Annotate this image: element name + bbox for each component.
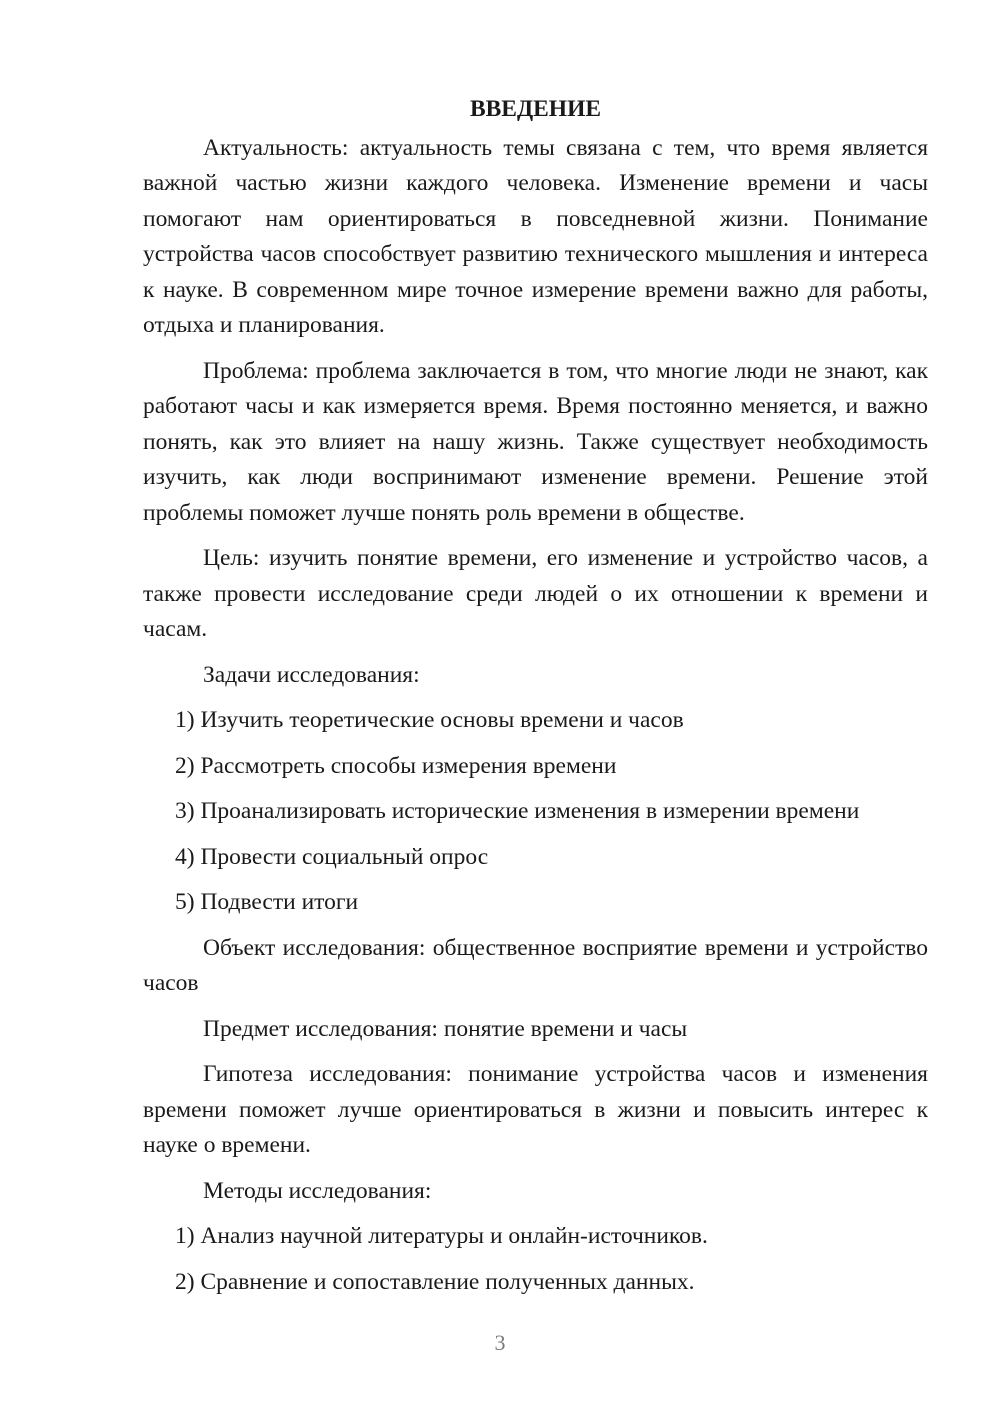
problem-paragraph: Проблема: проблема заключается в том, что многие люди не знают, как работают часы и как измеряется время. Время постоянно меняется, и важно понять, как это влияет на нашу жизнь. Также существует необходимость изучить, как люди воспринимают изменение времени. Решение этой проблемы поможет лучше понять роль времени в обществе. [143,357,928,526]
task-item: 2) Рассмотреть способы измерения времени [175,752,617,779]
page-content [143,92,928,1310]
subject-paragraph: Предмет исследования: понятие времени и часы [203,1015,688,1042]
task-item: 5) Подвести итоги [175,889,359,915]
relevance-paragraph: Актуальность: актуальность темы связана с тем, что время является важной частью жизни каждого человека. Изменение времени и часы помогают нам ориентироваться в повседневной жизни. Понимание устройства часов способствует развитию технического мышления и интереса к науке. В современном мире точное измерение времени важно для работы, отдыха и планирования. [143,134,928,338]
methods-heading: Методы исследования: [203,1177,432,1204]
method-item: 2) Сравнение и сопоставление полученных данных. [175,1268,695,1295]
page-number: 3 [494,1330,506,1355]
hypothesis-paragraph: Гипотеза исследования: понимание устройства часов и изменения времени поможет лучше ориентироваться в жизни и повысить интерес к науке о времени. [143,1061,928,1158]
goal-paragraph: Цель: изучить понятие времени, его изменение и устройство часов, а также провести исследование среди людей о их отношении к времени и часам. [143,545,928,642]
task-item: 4) Провести социальный опрос [175,843,489,870]
object-paragraph: Объект исследования: общественное восприятие времени и устройство часов [143,934,928,996]
section-title: ВВЕДЕНИЕ [469,96,602,122]
task-item: 3) Проанализировать исторические изменения в измерении времени [175,798,860,824]
method-item: 1) Анализ научной литературы и онлайн-источников. [175,1223,708,1249]
tasks-heading: Задачи исследования: [203,661,420,688]
task-item: 1) Изучить теоретические основы времени и часов [175,707,684,733]
